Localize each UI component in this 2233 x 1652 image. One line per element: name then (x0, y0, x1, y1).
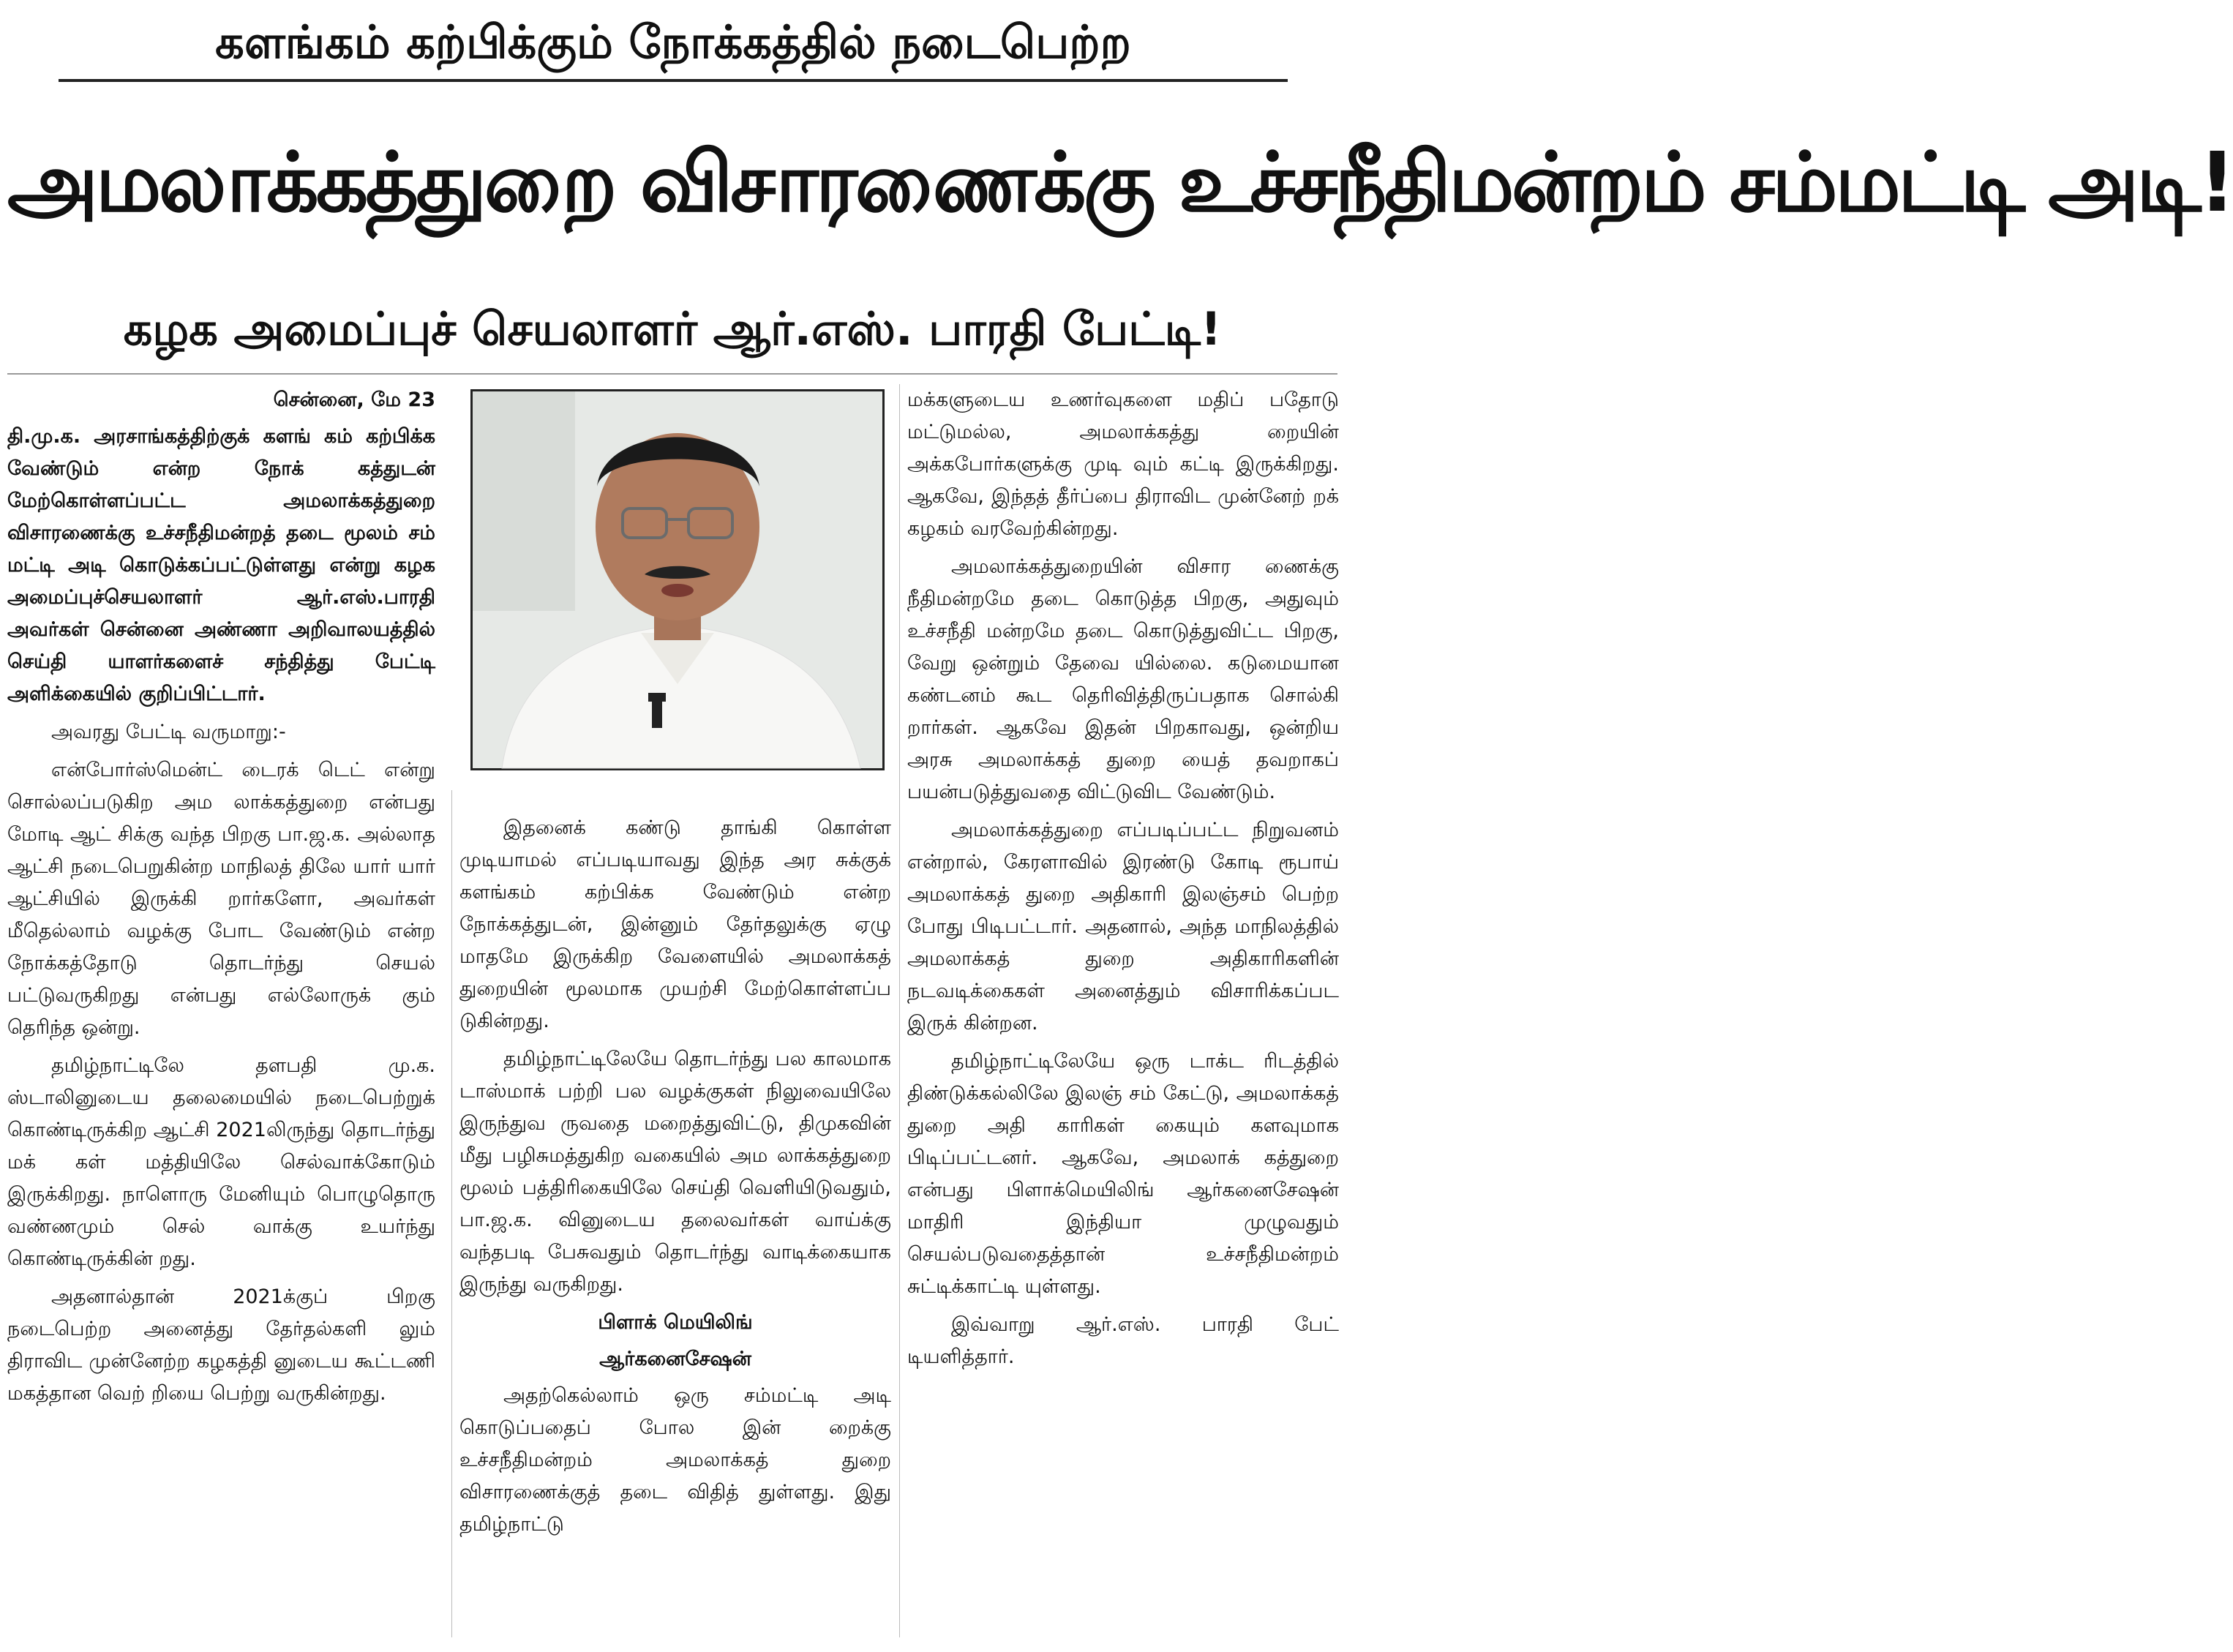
lead-paragraph: தி.மு.க. அரசாங்கத்திற்குக் களங் கம் கற்பிக்க வேண்டும் என்ற நோக் கத்துடன் மேற்கொள்ளப்பட்ட அமலாக்கத்துறை விசாரணைக்கு உச்சநீதிமன்றத் தடை மூலம் சம் மட்டி அடி கொடுக்கப்பட்டுள்ளது என்று கழக அமைப்புச்செயலாளர் ஆர்.எஸ்.பாரதி அவர்கள் சென்னை அண்ணா அறிவாலயத்தில் செய்தி யாளர்களைச் சந்தித்து பேட்டி அளிக்கையில் குறிப்பிட்டார். (7, 425, 435, 705)
body-paragraph: மக்களுடைய உணர்வுகளை மதிப் பதோடு மட்டுமல்ல, அமலாக்கத்து றையின் அக்கபோர்களுக்கு முடி வும் கட்டி இருக்கிறது. ஆகவே, இந்தத் தீர்ப்பை திராவிட முன்னேற் றக் கழகம் வரவேற்கின்றது. (907, 388, 1339, 540)
photo-portrait (470, 389, 885, 770)
article-column-2 (459, 812, 891, 1645)
body-paragraph: அமலாக்கத்துறை எப்படிப்பட்ட நிறுவனம் என்றால், கேரளாவில் இரண்டு கோடி ரூபாய் அமலாக்கத் துறை அதிகாரி இலஞ்சம் பெற்ற போது பிடிபட்டார். அதனால், அந்த மாநிலத்தில் அமலாக்கத் துறை அதிகாரிகளின் நடவடிக்கைகள் அனைத்தும் விசாரிக்கப்பட இருக் கின்றன. (907, 819, 1339, 1035)
body-paragraph: அதற்கெல்லாம் ஒரு சம்மட்டி அடி கொடுப்பதைப் போல இன் றைக்கு உச்சநீதிமன்றம் அமலாக்கத் துறை விசாரணைக்குத் தடை விதித் துள்ளது. இது தமிழ்நாட்டு (459, 1384, 891, 1536)
kicker-headline: களங்கம் கற்பிக்கும் நோக்கத்தில் நடைபெற்ற (59, 13, 1288, 82)
body-paragraph: இதனைக் கண்டு தாங்கி கொள்ள முடியாமல் எப்படியாவது இந்த அர சுக்குக் களங்கம் கற்பிக்க வேண்டும் என்ற நோக்கத்துடன், இன்னும் தேர்தலுக்கு ஏழு மாதமே இருக்கிற வேளையில் அமலாக்கத் துறையின் மூலமாக முயற்சி மேற்கொள்ளப்ப டுகின்றது. (459, 816, 891, 1032)
body-paragraph: அதனால்தான் 2021க்குப் பிறகு நடைபெற்ற அனைத்து தேர்தல்களி லும் திராவிட முன்னேற்ற கழகத்தி னுடைய கூட்டணி மகத்தான வெற் றியை பெற்று வருகின்றது. (7, 1285, 435, 1405)
section-subheading: ஆர்கனைசேஷன் (599, 1348, 751, 1370)
header-rule (7, 373, 1337, 375)
body-paragraph: தமிழ்நாட்டிலே தளபதி மு.க. ஸ்டாலினுடைய தலைமையில் நடைபெற்றுக் கொண்டிருக்கிற ஆட்சி 2021லிருந்து தொடர்ந்து மக் கள் மத்தியிலே செல்வாக்கோடும் இருக்கிறது. நாளொரு மேனியும் பொழுதொரு வண்ணமும் செல் வாக்கு உயர்ந்து கொண்டிருக்கின் றது. (7, 1054, 435, 1270)
column-divider (899, 384, 900, 1637)
body-paragraph: அமலாக்கத்துறையின் விசார ணைக்கு நீதிமன்றமே தடை கொடுத்த பிறகு, அதுவும் உச்சநீதி மன்றமே தடை கொடுத்துவிட்ட பிறகு, வேறு ஒன்றும் தேவை யில்லை. கடுமையான கண்டனம் கூட தெரிவித்திருப்பதாக சொல்கி றார்கள். ஆகவே இதன் பிறகாவது, ஒன்றிய அரசு அமலாக்கத் துறை யைத் தவறாகப் பயன்படுத்துவதை விட்டுவிட வேண்டும். (907, 555, 1339, 803)
column-divider (451, 790, 452, 1637)
section-subheading: பிளாக் மெயிலிங் (598, 1311, 753, 1334)
main-headline: அமலாக்கத்துறை விசாரணைக்கு உச்சநீதிமன்றம் சம்மட்டி அடி! (7, 135, 2233, 230)
body-paragraph: தமிழ்நாட்டிலேயே ஒரு டாக்ட ரிடத்தில் திண்டுக்கல்லிலே இலஞ் சம் கேட்டு, அமலாக்கத் துறை அதி காரிகள் கையும் களவுமாக பிடிப்பட்டனர். ஆகவே, அமலாக் கத்துறை என்பது பிளாக்மெயிலிங் ஆர்கனைசேஷன் மாதிரி இந்தியா முழுவதும் செயல்படுவதைத்தான் உச்சநீதிமன்றம் சுட்டிக்காட்டி யுள்ளது. (907, 1050, 1339, 1298)
article-column-1 (7, 384, 435, 1645)
dateline: சென்னை, மே 23 (273, 388, 435, 411)
portrait-illustration (473, 391, 882, 768)
body-paragraph: தமிழ்நாட்டிலேயே தொடர்ந்து பல காலமாக டாஸ்மாக் பற்றி பல வழக்குகள் நிலுவையிலே இருந்துவ ருவதை மறைத்துவிட்டு, திமுகவின் மீது பழிசுமத்துகிற வகையில் அம லாக்கத்துறை மூலம் பத்திரிகையிலே செய்தி வெளியிடுவதும், பா.ஜ.க. வினுடைய தலைவர்கள் வாய்க்கு வந்தபடி பேசுவதும் தொடர்ந்து வாடிக்கையாக இருந்து வருகிறது. (459, 1048, 891, 1296)
body-paragraph: என்போர்ஸ்மென்ட் டைரக் டெட் என்று சொல்லப்படுகிற அம லாக்கத்துறை என்பது மோடி ஆட் சிக்கு வந்த பிறகு பா.ஜ.க. அல்லாத ஆட்சி நடைபெறுகின்ற மாநிலத் திலே யார் யார் ஆட்சியில் இருக்கி றார்களோ, அவர்கள் மீதெல்லாம் வழக்கு போட வேண்டும் என்ற நோக்கத்தோடு தொடர்ந்து செயல் பட்டுவருகிறது என்பது எல்லோருக் கும் தெரிந்த ஒன்று. (7, 759, 435, 1039)
body-paragraph: அவரது பேட்டி வருமாறு:- (51, 721, 286, 743)
article-column-3 (907, 384, 1339, 1645)
sub-headline: கழக அமைப்புச் செயலாளர் ஆர்.எஸ். பாரதி பேட்டி! (123, 302, 1222, 356)
body-paragraph: இவ்வாறு ஆர்.எஸ். பாரதி பேட் டியளித்தார். (907, 1313, 1339, 1368)
